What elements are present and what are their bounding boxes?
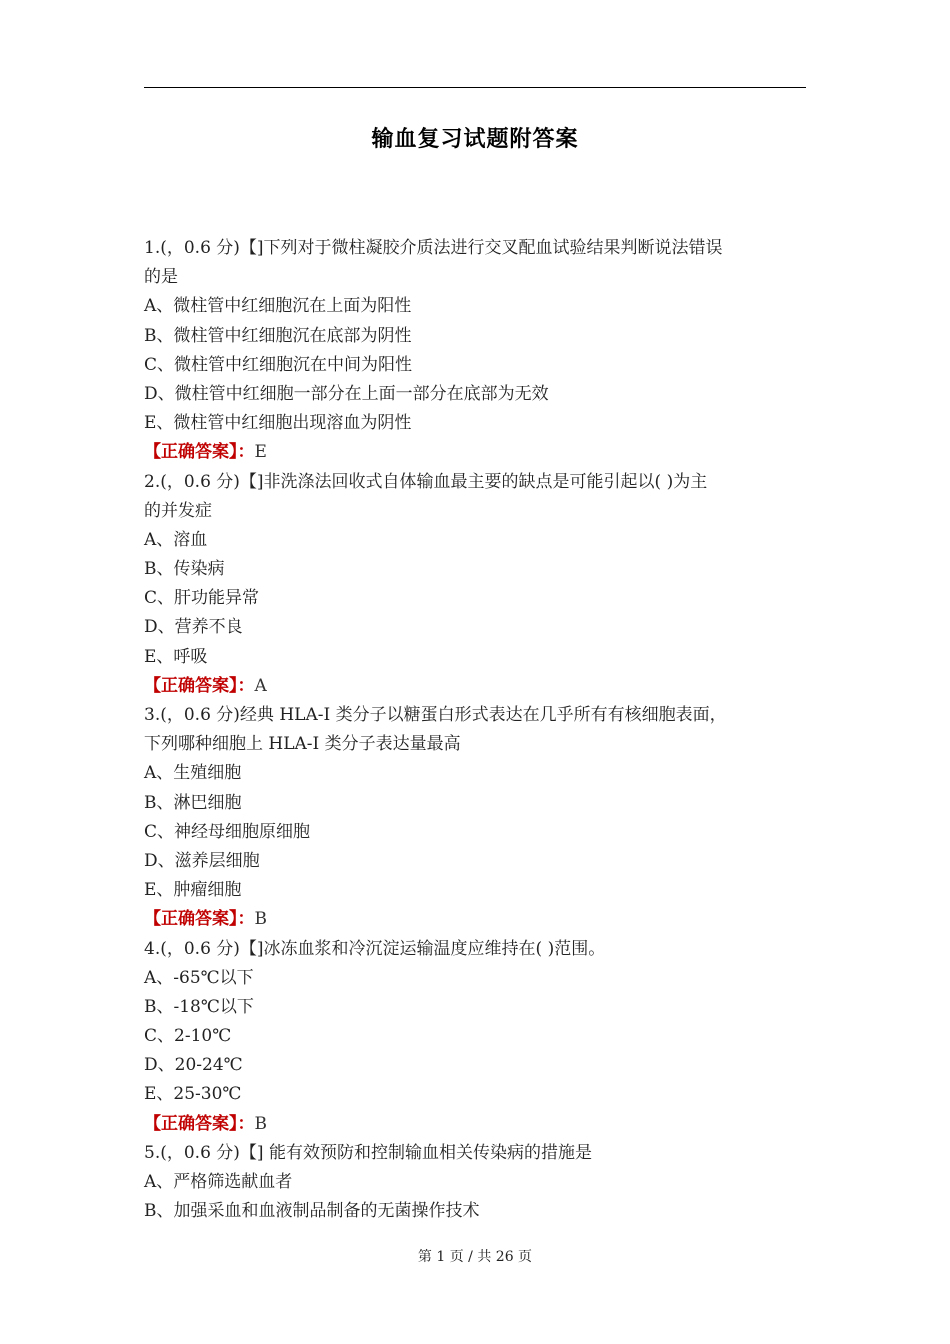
answer-option: E、微柱管中红细胞出现溶血为阴性: [144, 413, 412, 434]
answer-option: B、加强采血和血液制品制备的无菌操作技术: [144, 1201, 480, 1222]
correct-answer-value: A: [254, 675, 267, 696]
question-stem: 1.(，0.6 分)【]下列对于微柱凝胶介质法进行交叉配血试验结果判断说法错误: [144, 238, 723, 258]
answer-option: D、微柱管中红细胞一部分在上面一部分在底部为无效: [144, 383, 549, 404]
answer-option: A、生殖细胞: [144, 763, 242, 784]
answer-option: C、肝功能异常: [144, 588, 260, 609]
question-list: [144, 234, 808, 1226]
document-title: 输血复习试题附答案: [371, 127, 579, 152]
question-stem: 2.(，0.6 分)【]非洗涤法回收式自体输血最主要的缺点是可能引起以( )为主: [144, 471, 708, 492]
header-rule: [144, 87, 806, 88]
question-stem: 的并发症: [144, 500, 212, 521]
question-stem: 下列哪种细胞上 HLA-I 类分子表达量最高: [144, 734, 461, 755]
answer-option: A、-65℃以下: [144, 967, 254, 988]
answer-option: C、神经母细胞原细胞: [144, 821, 311, 842]
answer-option: A、溶血: [144, 529, 208, 550]
correct-answer-label: 【正确答案】：: [144, 1113, 255, 1134]
answer-option: B、微柱管中红细胞沉在底部为阴性: [144, 325, 412, 346]
question-stem: 的是: [144, 267, 178, 288]
correct-answer: [144, 1110, 808, 1139]
answer-option: D、滋养层细胞: [144, 850, 260, 871]
question-block: [144, 701, 808, 935]
question-stem: 5.(，0.6 分)【] 能有效预防和控制输血相关传染病的措施是: [144, 1142, 592, 1163]
correct-answer: [144, 905, 808, 934]
answer-option: D、20-24℃: [144, 1055, 243, 1076]
answer-option: E、呼吸: [144, 646, 208, 667]
question-stem: 3.(，0.6 分)经典 HLA-I 类分子以糖蛋白形式表达在几乎所有有核细胞表面，: [144, 705, 727, 725]
correct-answer-label: 【正确答案】：: [144, 675, 255, 696]
question-block: [144, 234, 808, 468]
correct-answer: [144, 438, 808, 467]
question-block: [144, 468, 808, 702]
answer-option: A、微柱管中红细胞沉在上面为阳性: [144, 296, 412, 317]
answer-option: C、微柱管中红细胞沉在中间为阳性: [144, 354, 413, 375]
question-block: [144, 935, 808, 1139]
question-block: [144, 1139, 808, 1227]
correct-answer-label: 【正确答案】：: [144, 442, 255, 463]
correct-answer-value: B: [254, 1113, 267, 1134]
answer-option: E、肿瘤细胞: [144, 880, 242, 901]
answer-option: B、淋巴细胞: [144, 792, 242, 813]
answer-option: E、25-30℃: [144, 1084, 242, 1105]
correct-answer: [144, 672, 808, 701]
answer-option: C、2-10℃: [144, 1026, 232, 1047]
correct-answer-value: B: [254, 909, 267, 930]
correct-answer-label: 【正确答案】：: [144, 909, 255, 930]
correct-answer-value: E: [254, 442, 267, 463]
page-number: 第 1 页 / 共 26 页: [417, 1249, 533, 1265]
question-stem: 4.(，0.6 分)【]冰冻血浆和冷沉淀运输温度应维持在( )范围。: [144, 938, 606, 959]
answer-option: A、严格筛选献血者: [144, 1172, 293, 1192]
answer-option: B、-18℃以下: [144, 996, 254, 1017]
answer-option: B、传染病: [144, 559, 225, 580]
answer-option: D、营养不良: [144, 617, 243, 638]
